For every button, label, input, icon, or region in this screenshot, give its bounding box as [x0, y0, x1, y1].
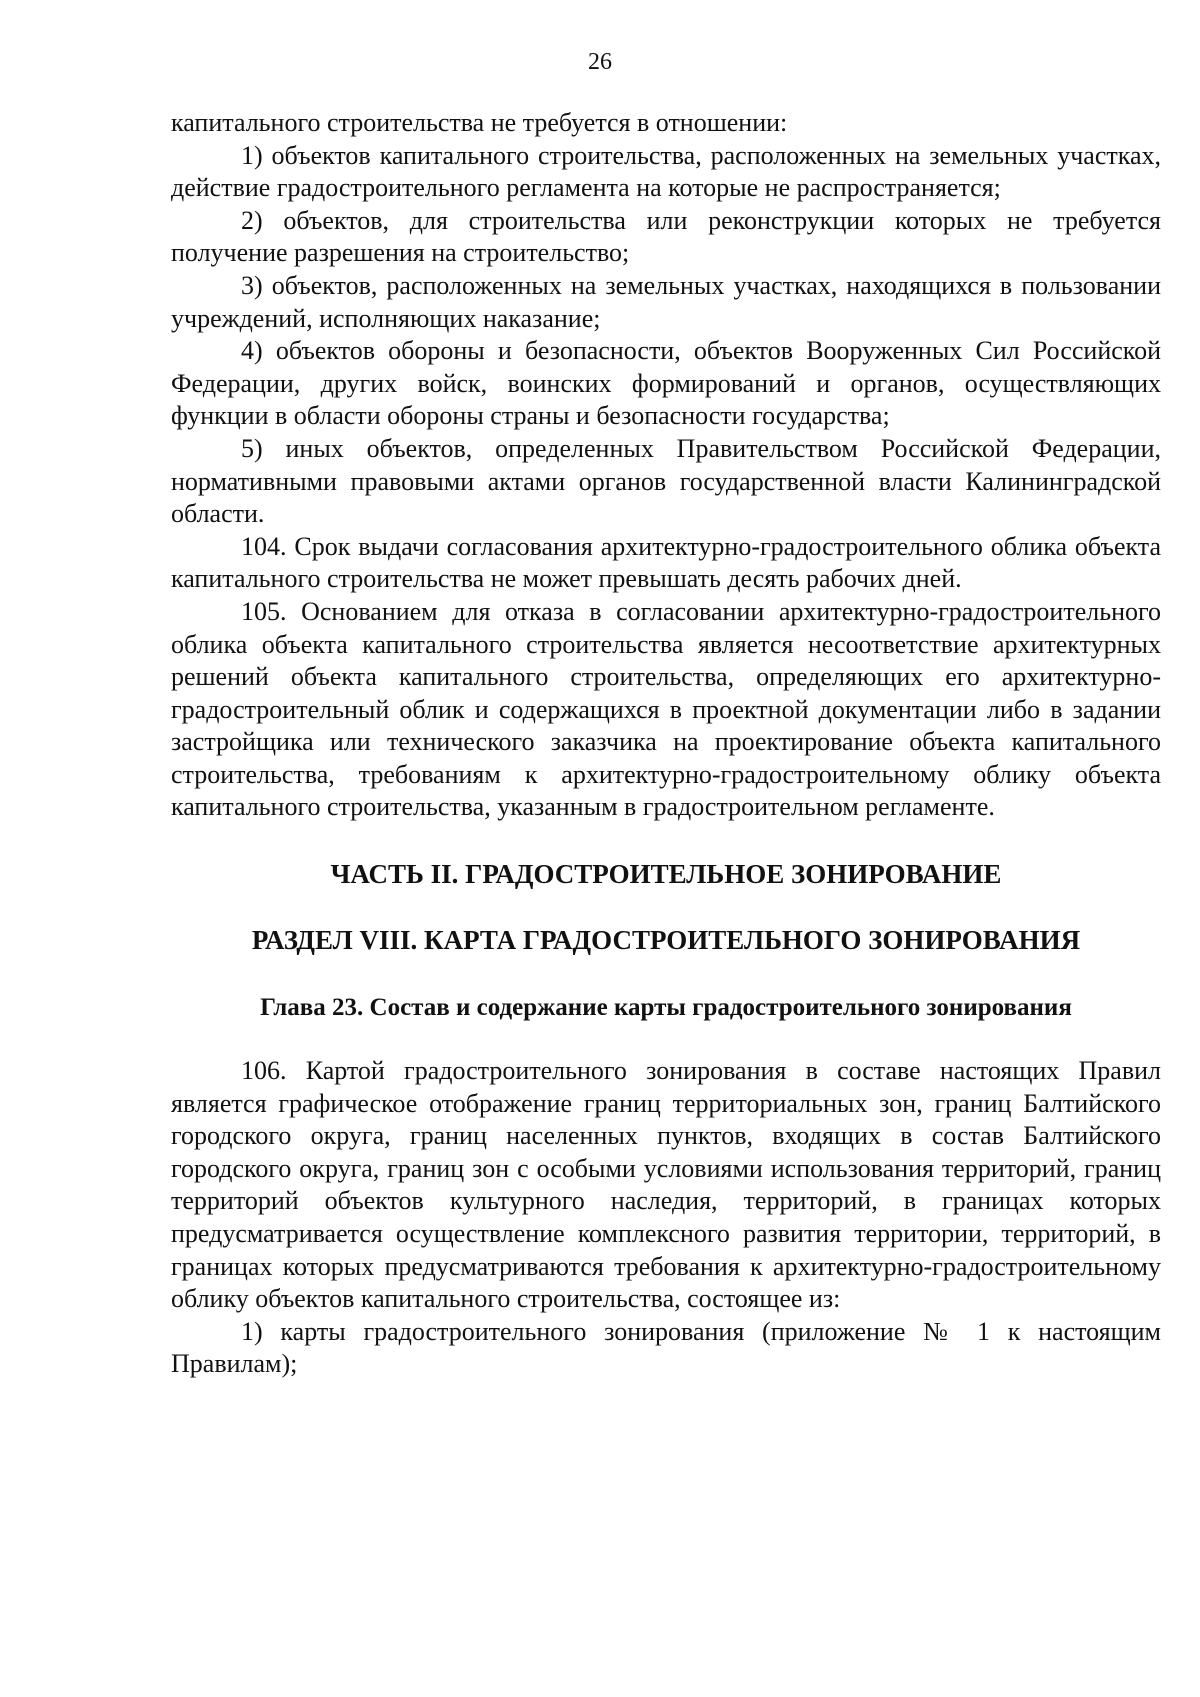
section-heading: РАЗДЕЛ VIII. КАРТА ГРАДОСТРОИТЕЛЬНОГО ЗОНИРОВАНИЯ	[251, 925, 1081, 956]
list-item: 4) объектов обороны и безопасности, объектов Вооруженных Сил Российской Федерации, других войск, воинских формирований и органов, осуществляющих функции в области обороны страны и безопасности государства;	[171, 336, 1161, 431]
document-body	[171, 107, 1161, 1381]
paragraph-106: 106. Картой градостроительного зонирования в составе настоящих Правил является графическое отображение границ территориальных зон, границ Балтийского городского округа, границ населенных пунктов, входящих в состав Балтийского городского округа, границ зон с особыми условиями использования территорий, границ территорий объектов культурного наследия, территорий, в границах которых предусматривается осуществление комплексного развития территории, территорий, в границах которых предусматриваются требования к архитектурно-градостроительному облику объектов капитального строительства, состоящее из:	[171, 1056, 1161, 1314]
paragraph-105: 105. Основанием для отказа в согласовании архитектурно-градостроительного облика объекта капитального строительства является несоответствие архитектурных решений объекта капитального строительства, определяющих его архитектурно-градостроительный облик и содержащихся в проектной документации либо в задании застройщика или технического заказчика на проектирование объекта капитального строительства, требованиям к архитектурно-градостроительному облику объекта капитального строительства, указанным в градостроительном регламенте.	[171, 596, 1161, 822]
paragraph-104: 104. Срок выдачи согласования архитектурно-градостроительного облика объекта капитального строительства не может превышать десять рабочих дней.	[171, 531, 1161, 594]
list-item: 2) объектов, для строительства или реконструкции которых не требуется получение разрешения на строительство;	[171, 205, 1161, 268]
paragraph: капитального строительства не требуется в отношении:	[171, 108, 788, 137]
part-heading: ЧАСТЬ II. ГРАДОСТРОИТЕЛЬНОЕ ЗОНИРОВАНИЕ	[330, 859, 1002, 890]
page-number: 26	[588, 49, 612, 75]
list-item: 1) карты градостроительного зонирования (приложение № 1 к настоящим Правилам);	[171, 1316, 1161, 1379]
list-item: 5) иных объектов, определенных Правительством Российской Федерации, нормативными правовыми актами органов государственной власти Калининградской области.	[171, 433, 1161, 529]
chapter-heading: Глава 23. Состав и содержание карты градостроительного зонирования	[260, 994, 1072, 1022]
list-item: 3) объектов, расположенных на земельных участках, находящихся в пользовании учреждений, исполняющих наказание;	[171, 270, 1161, 333]
list-item: 1) объектов капитального строительства, расположенных на земельных участках, действие градостроительного регламента на которые не распространяется;	[171, 140, 1161, 203]
